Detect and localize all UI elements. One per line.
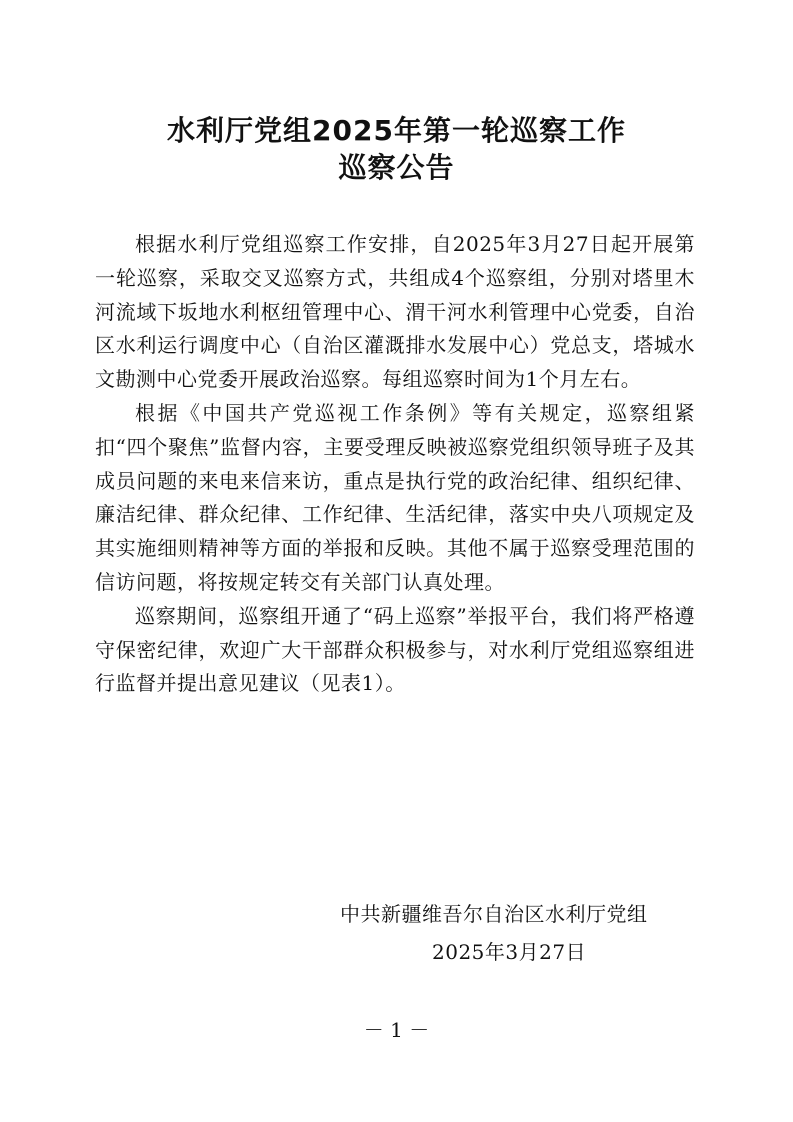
signature-organization: 中共新疆维吾尔自治区水利厅党组 xyxy=(340,902,648,926)
page-number: － 1 － xyxy=(363,1018,430,1042)
document-body xyxy=(95,228,695,701)
signature-date: 2025年3月27日 xyxy=(432,940,587,964)
document-title-line2: 巡察公告 xyxy=(338,151,455,184)
paragraph-1: 根据水利厅党组巡察工作安排，自2025年3月27日起开展第一轮巡察，采取交叉巡察方式，共组成4个巡察组，分别对塔里木河流域下坂地水利枢纽管理中心、渭干河水利管理中心党委，自治区水利运行调度中心（自治区灌溉排水发展中心）党总支，塔城水文勘测中心党委开展政治巡察。每组巡察时间为1个月左右。 xyxy=(95,232,695,392)
paragraph-2: 根据《中国共产党巡视工作条例》等有关规定，巡察组紧扣“四个聚焦”监督内容，主要受理反映被巡察党组织领导班子及其成员问题的来电来信来访，重点是执行党的政治纪律、组织纪律、廉洁纪律、群众纪律、工作纪律、生活纪律，落实中央八项规定及其实施细则精神等方面的举报和反映。其他不属于巡察受理范围的信访问题，将按规定转交有关部门认真处理。 xyxy=(95,400,695,594)
paragraph-3: 巡察期间，巡察组开通了“码上巡察”举报平台，我们将严格遵守保密纪律，欢迎广大干部群众积极参与，对水利厅党组巡察组进行监督并提出意见建议（见表1）。 xyxy=(95,603,695,696)
document-title-line1: 水利厅党组2025年第一轮巡察工作 xyxy=(167,114,626,147)
